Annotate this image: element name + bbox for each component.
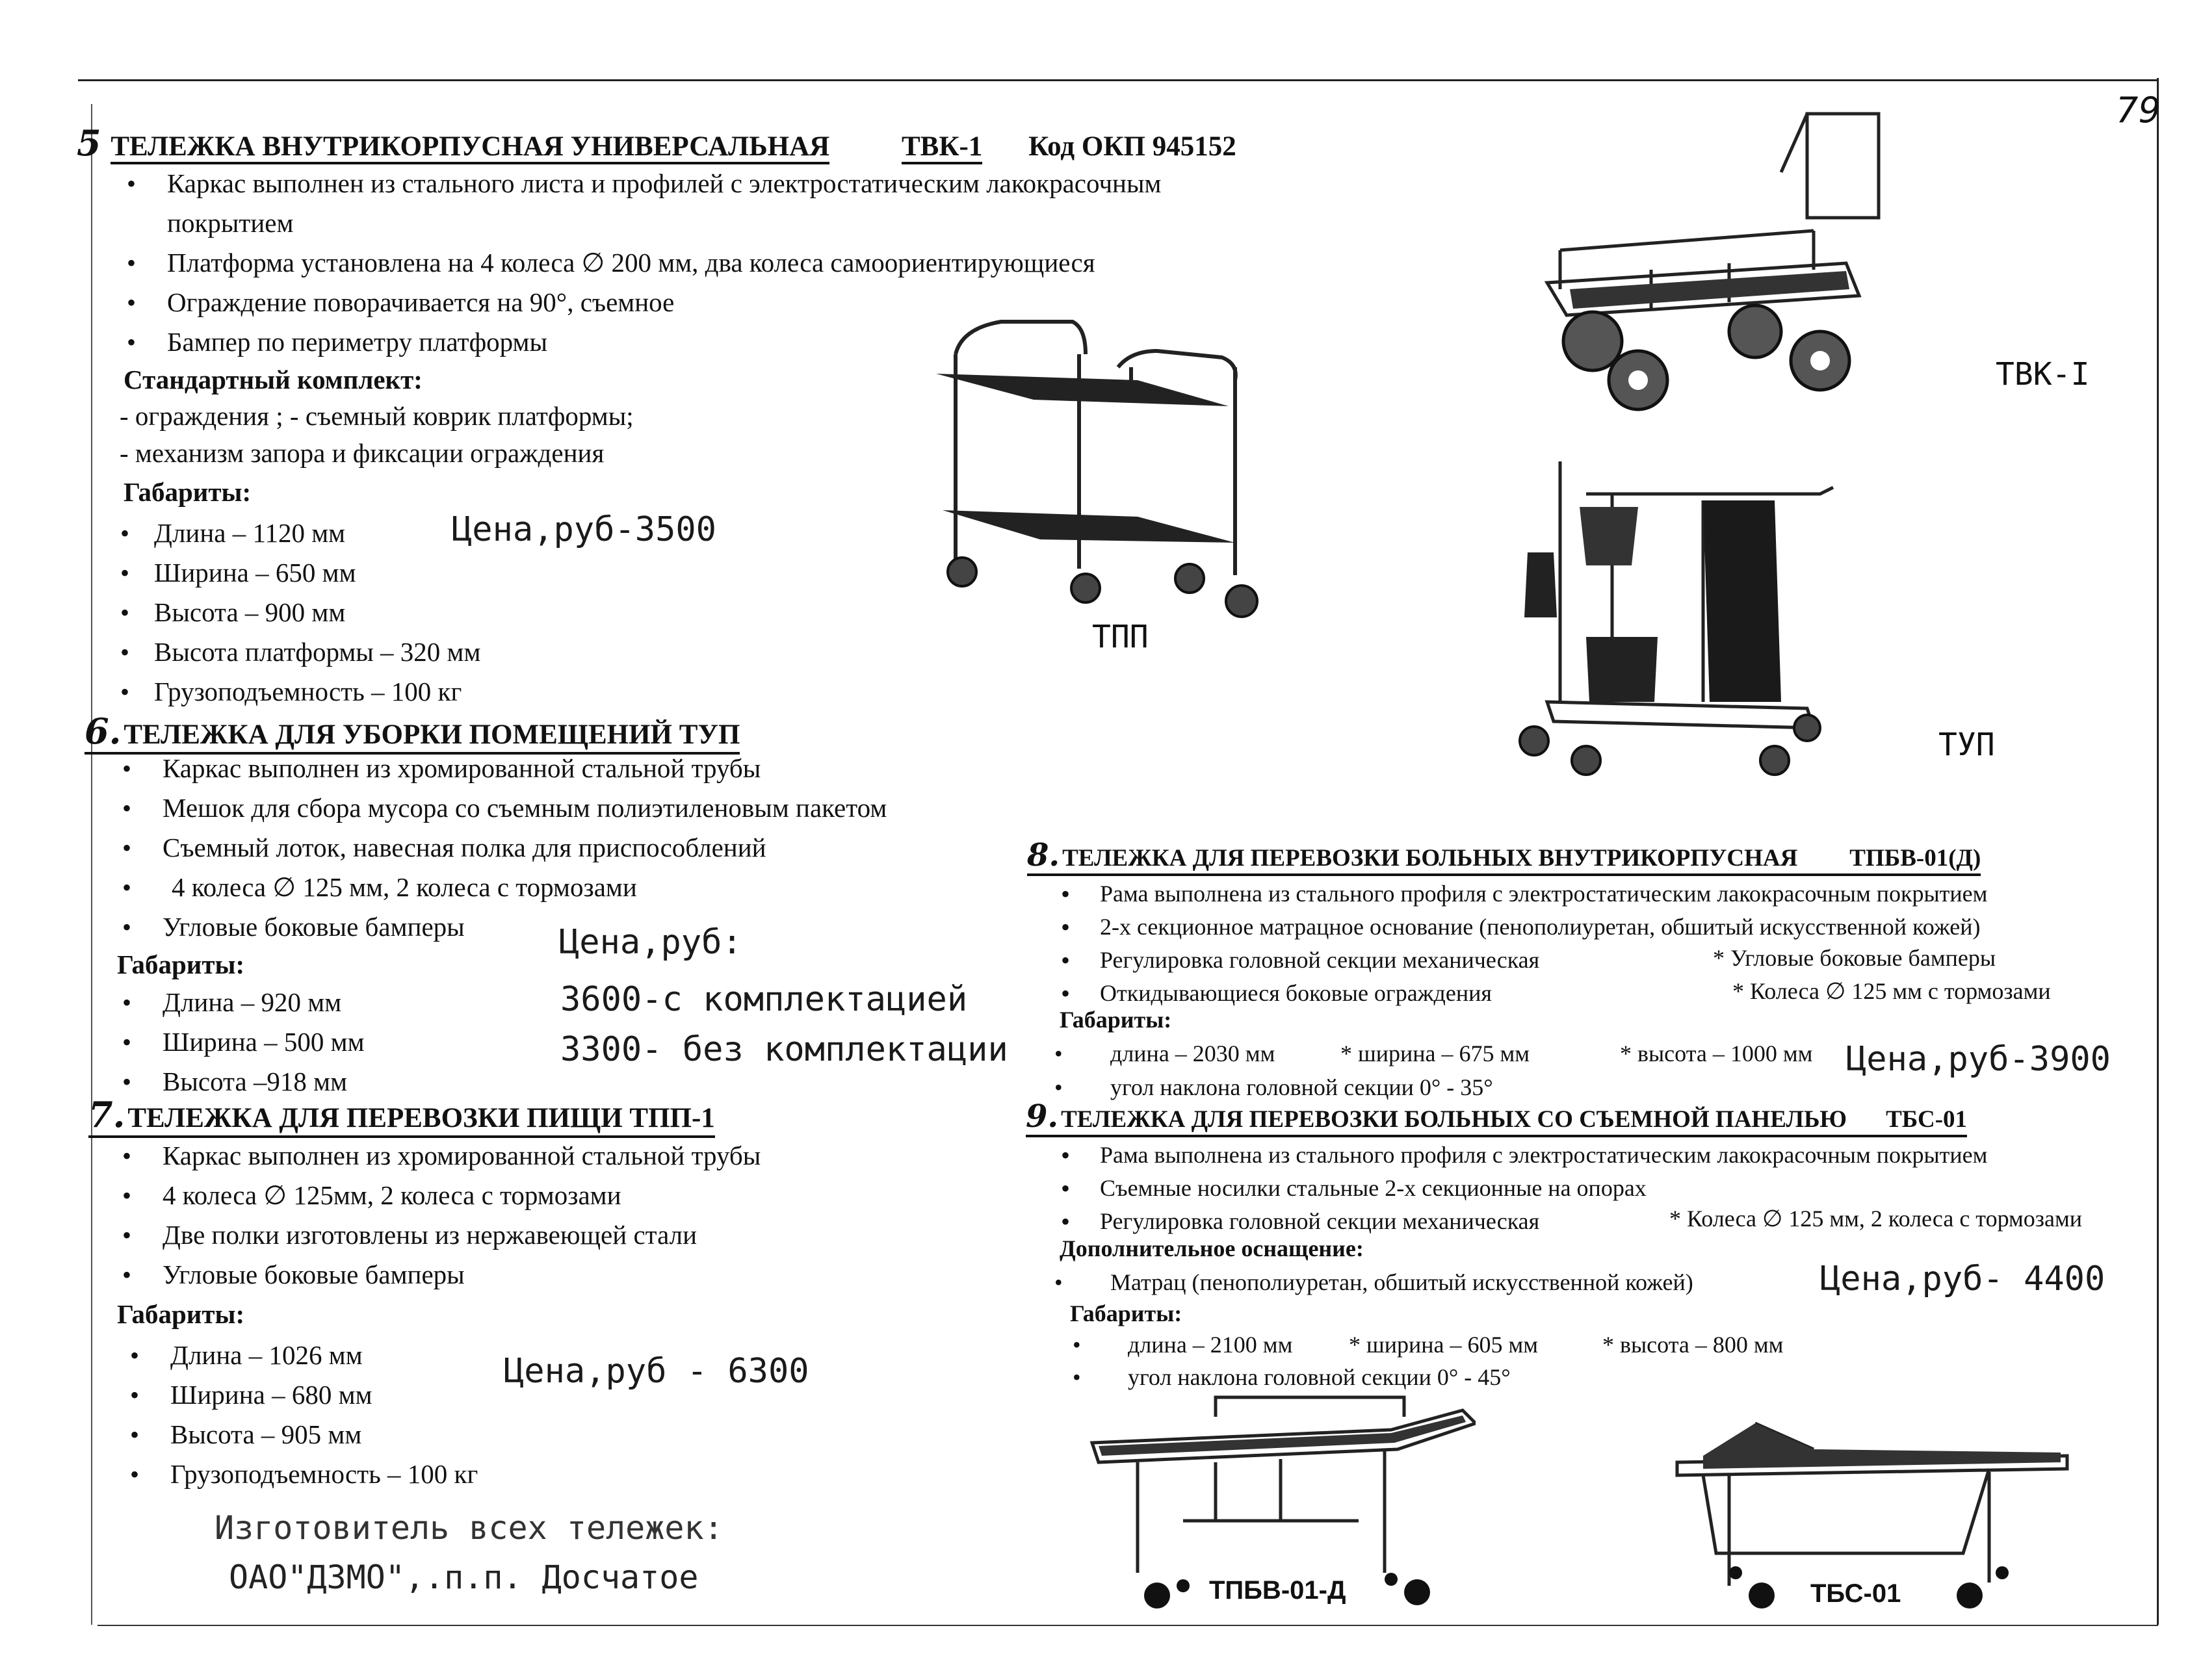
section-5-heading <box>77 122 1236 164</box>
section-9-title: ТЕЛЕЖКА ДЛЯ ПЕРЕВОЗКИ БОЛЬНЫХ СО СЪЕМНОЙ ПАНЕЛЬЮ <box>1061 1106 1847 1133</box>
caption-tpbv: ТПБВ-01-Д <box>1209 1576 1346 1605</box>
section-8-price: Цена,руб-3900 <box>1846 1040 2111 1079</box>
section-9-heading <box>1026 1098 1967 1137</box>
section-5-kit-title: Стандартный комплект: <box>124 365 423 394</box>
section-9-width: * ширина – 605 мм <box>1349 1332 1539 1358</box>
caption-tup: ТУП <box>1938 727 1995 763</box>
list-item: покрытием <box>167 208 294 238</box>
list-item: • Регулировка головной секции механическая <box>1054 1205 2159 1238</box>
section-8-width: * ширина – 675 мм <box>1340 1040 1530 1066</box>
section-7-title: ТЕЛЕЖКА ДЛЯ ПЕРЕВОЗКИ ПИЩИ ТПП-1 <box>127 1103 715 1133</box>
section-5-model: ТВК-1 <box>902 131 982 164</box>
section-8-dims-title: Габариты: <box>1060 1007 1172 1033</box>
section-7-price: Цена,руб - 6300 <box>504 1352 809 1391</box>
section-6-price-title: Цена,руб: <box>559 923 742 962</box>
list-item: • Регулировка головной секции механическая <box>1054 944 2159 977</box>
section-9-extra-row: • Матрац (пенополиуретан, обшитый искусственной кожей) <box>1054 1269 1693 1295</box>
section-8-heading <box>1027 837 1981 876</box>
list-item: • Высота – 900 мм <box>114 593 634 632</box>
section-6-price-1: 3600-с комплектацией <box>560 980 968 1019</box>
frame-bottom-line <box>98 1625 2158 1626</box>
section-7-dims-title: Габариты: <box>117 1299 245 1329</box>
section-8-side-1: * Угловые боковые бамперы <box>1713 945 1996 971</box>
section-6-title: ТЕЛЕЖКА ДЛЯ УБОРКИ ПОМЕЩЕНИЙ ТУП <box>124 719 740 750</box>
section-9-angle: угол наклона головной секции 0° - 45° <box>1128 1364 1511 1390</box>
section-9-extra-title: Дополнительное оснащение: <box>1060 1235 1364 1261</box>
list-item: • Угловые боковые бамперы <box>116 907 1156 947</box>
section-6-price-2: 3300- без комплектации <box>560 1030 1008 1069</box>
list-item: • 4 колеса ∅ 125 мм, 2 колеса с тормозами <box>116 868 1156 907</box>
list-item: • Съемный лоток, навесная полка для приспособлений <box>116 828 1156 868</box>
section-8-model: ТПБВ-01(Д) <box>1849 845 1981 872</box>
list-item: • Каркас выполнен из хромированной стальной трубы <box>116 1136 1026 1176</box>
frame-top-line <box>78 79 2158 81</box>
list-item: • Мешок для сбора мусора со съемным полиэтиленовым пакетом <box>116 788 1156 828</box>
list-item: • Ширина – 680 мм <box>124 1375 644 1415</box>
list-item: • Длина – 1026 мм <box>124 1336 644 1375</box>
list-item: • Ограждение поворачивается на 90°, съемное <box>120 283 1453 322</box>
section-6-heading <box>85 710 740 755</box>
section-7-number: 7. <box>88 1094 125 1135</box>
maker-line-1: Изготовитель всех тележек: <box>215 1509 723 1547</box>
tup-trolley-illustration <box>1508 455 1846 780</box>
section-5-number: 5 <box>77 122 101 164</box>
frame-left-line <box>91 104 92 1625</box>
section-9-extra: Матрац (пенополиуретан, обшитый искусственной кожей) <box>1110 1269 1693 1295</box>
list-item: • Две полки изготовлены из нержавеющей стали <box>116 1215 1026 1255</box>
section-8-length: длина – 2030 мм <box>1110 1040 1275 1066</box>
section-6-dims-title: Габариты: <box>117 950 245 979</box>
list-item: • Высота – 905 мм <box>124 1415 644 1454</box>
section-9-dims-row: • длина – 2100 мм * ширина – 605 мм * высота – 800 мм <box>1073 1332 1784 1358</box>
section-5-kit-line: - механизм запора и фиксации ограждения <box>120 438 605 468</box>
list-item: • 2-х секционное матрацное основание (пенополиуретан, обшитый искусственной кожей) <box>1054 911 2159 944</box>
frame-right-line <box>2157 78 2159 1625</box>
section-8-title: ТЕЛЕЖКА ДЛЯ ПЕРЕВОЗКИ БОЛЬНЫХ ВНУТРИКОРПУСНАЯ <box>1062 845 1798 872</box>
section-8-height: * высота – 1000 мм <box>1620 1040 1813 1066</box>
section-7-bullets <box>116 1136 1026 1295</box>
section-9-price: Цена,руб- 4400 <box>1820 1260 2105 1299</box>
list-item: • Грузоподъемность – 100 кг <box>124 1454 644 1494</box>
section-5-title: ТЕЛЕЖКА ВНУТРИКОРПУСНАЯ УНИВЕРСАЛЬНАЯ <box>111 131 829 164</box>
section-9-number: 9. <box>1026 1098 1059 1135</box>
section-6-number: 6. <box>85 710 122 752</box>
list-item: • Ширина – 500 мм <box>116 1022 506 1062</box>
list-item: • Съемные носилки стальные 2-х секционные на опорах <box>1054 1172 2159 1205</box>
maker-line-2: ОАО"ДЗМО",.п.п. Досчатое <box>229 1558 699 1596</box>
list-item: • 4 колеса ∅ 125мм, 2 колеса с тормозами <box>116 1176 1026 1215</box>
page-number: 79 <box>2116 90 2161 131</box>
section-7-heading <box>88 1094 715 1138</box>
list-item: • Длина – 920 мм <box>116 983 506 1022</box>
tpp-trolley-illustration <box>923 315 1287 621</box>
list-item: • Угловые боковые бамперы <box>116 1255 1026 1295</box>
list-item: • Высота –918 мм <box>116 1062 506 1102</box>
section-5-kit-line: - ограждения ; - съемный коврик платформы; <box>120 401 634 431</box>
list-item: • Каркас выполнен из хромированной стальной трубы <box>116 749 1156 788</box>
section-8-dims-row: • длина – 2030 мм * ширина – 675 мм * высота – 1000 мм <box>1054 1040 1813 1066</box>
section-9-length: длина – 2100 мм <box>1128 1332 1293 1358</box>
section-8-angle-row: • угол наклона головной секции 0° - 35° <box>1054 1074 1493 1100</box>
section-8-side-2: * Колеса ∅ 125 мм с тормозами <box>1732 978 2051 1004</box>
section-8-angle: угол наклона головной секции 0° - 35° <box>1110 1074 1493 1100</box>
caption-tbs: ТБС-01 <box>1810 1579 1901 1608</box>
list-item: • Платформа установлена на 4 колеса ∅ 200 мм, два колеса самоориентирующиеся <box>120 243 1453 283</box>
caption-tvk: ТВК-I <box>1996 356 2090 393</box>
list-item: • Грузоподъемность – 100 кг <box>114 672 634 712</box>
list-item: • Высота платформы – 320 мм <box>114 632 634 672</box>
list-item: • Откидывающиеся боковые ограждения <box>1054 977 2159 1010</box>
list-item: • Ширина – 650 мм <box>114 553 634 593</box>
section-6-bullets <box>116 749 1156 947</box>
list-item: • Длина – 1120 мм <box>114 513 634 553</box>
list-item: • Каркас выполнен из стального листа и профилей с электростатическим лакокрасочным <box>120 164 1453 203</box>
section-9-model: ТБС-01 <box>1886 1106 1968 1133</box>
section-9-dims-title: Габариты: <box>1070 1300 1182 1326</box>
list-item: • Бампер по периметру платформы <box>120 322 1453 362</box>
tvk-trolley-illustration <box>1521 101 1885 413</box>
section-8-number: 8. <box>1027 837 1060 873</box>
section-9-height: * высота – 800 мм <box>1602 1332 1784 1358</box>
list-item: • Рама выполнена из стального профиля с электростатическим лакокрасочным покрытием <box>1054 1139 2159 1172</box>
list-item: • Рама выполнена из стального профиля с электростатическим лакокрасочным покрытием <box>1054 877 2159 911</box>
section-9-wheels: * Колеса ∅ 125 мм, 2 колеса с тормозами <box>1669 1206 2083 1232</box>
section-5-code: Код ОКП 945152 <box>1028 131 1236 162</box>
section-6-dims <box>116 983 506 1102</box>
section-9-angle-row: • угол наклона головной секции 0° - 45° <box>1073 1364 1511 1390</box>
section-5-price: Цена,руб-3500 <box>452 510 716 549</box>
section-5-dims-title: Габариты: <box>124 477 252 507</box>
caption-tpp: ТПП <box>1092 619 1149 655</box>
